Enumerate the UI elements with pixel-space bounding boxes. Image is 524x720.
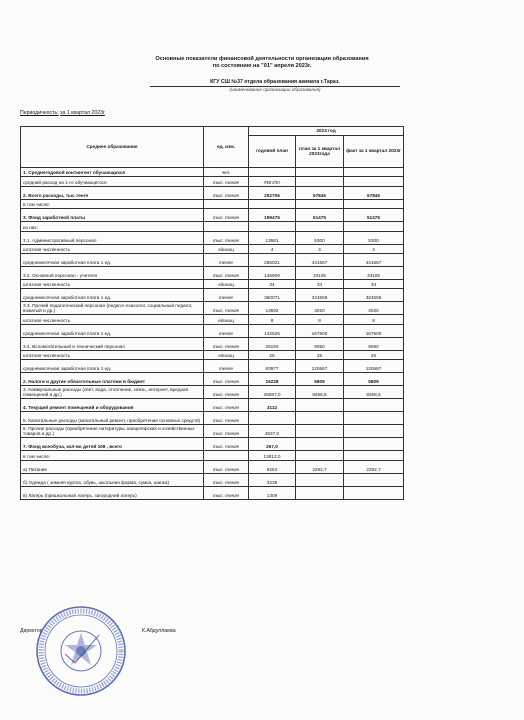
table-row	[21, 337, 404, 350]
table-row	[21, 266, 404, 279]
row-annual-plan: 25	[249, 350, 296, 359]
row-fact-q1: 5300	[344, 231, 404, 244]
row-annual-plan: 267,0	[249, 438, 296, 451]
row-fact-q1: 120667	[344, 360, 404, 373]
row-unit: тыс. тенге	[204, 266, 249, 279]
row-annual-plan	[249, 199, 296, 208]
row-plan-q1: 324559	[296, 289, 344, 302]
row-fact-q1	[344, 473, 404, 486]
row-name: в том числе:	[21, 451, 204, 460]
row-fact-q1	[344, 199, 404, 208]
row-fact-q1: 33105	[344, 266, 404, 279]
row-annual-plan: 360071	[249, 289, 296, 302]
row-annual-plan: 1309	[249, 486, 296, 499]
table-row	[21, 177, 404, 186]
row-name: среднемесячная заработная плата 1 ед.	[21, 253, 204, 266]
row-unit: единиц	[204, 279, 249, 288]
row-plan-q1: 8	[296, 315, 344, 324]
row-unit: тыс. тенге	[204, 399, 249, 412]
row-unit: тыс. тенге	[204, 337, 249, 350]
row-unit	[204, 222, 249, 231]
period-label: Периодичность:	[20, 110, 59, 116]
header-unit: ед. изм.	[204, 127, 249, 168]
row-fact-q1: 25	[344, 350, 404, 359]
row-plan-q1: 51475	[296, 209, 344, 222]
row-name: 3. Коммунальные расходы (свет, вода, отопление, связь, интернет, вредная помещений и др.)	[21, 386, 204, 399]
row-name: из них:	[21, 222, 204, 231]
row-annual-plan: 252706	[249, 186, 296, 199]
table-row	[21, 360, 404, 373]
row-unit	[204, 451, 249, 460]
table-row	[21, 199, 404, 208]
row-annual-plan: 83977	[249, 360, 296, 373]
row-annual-plan: 4537,0	[249, 425, 296, 438]
row-annual-plan: 8	[249, 315, 296, 324]
table-row	[21, 279, 404, 288]
row-annual-plan: 29087,0	[249, 386, 296, 399]
row-annual-plan: 4	[249, 244, 296, 253]
table-row	[21, 399, 404, 412]
row-name: 2. Налоги и другие обязательные платежи в бюджет	[21, 373, 204, 386]
table-row	[21, 451, 404, 460]
row-fact-q1: 67845	[344, 186, 404, 199]
row-unit: единиц	[204, 350, 249, 359]
row-plan-q1	[296, 168, 344, 177]
table-row	[21, 302, 404, 315]
row-name: 1. Среднегодовой контингент обучающихся	[21, 168, 204, 177]
row-unit	[204, 199, 249, 208]
row-name: штатная численность	[21, 279, 204, 288]
row-annual-plan: 25193	[249, 337, 296, 350]
row-name: 3.1. Административный персонал	[21, 231, 204, 244]
header-plan-q1: план за 1 квартал 2023года	[296, 136, 344, 168]
row-unit: тыс. тенге	[204, 209, 249, 222]
row-unit: тыс. тенге	[204, 438, 249, 451]
row-annual-plan	[249, 412, 296, 425]
row-plan-q1	[296, 177, 344, 186]
table-row	[21, 486, 404, 499]
row-plan-q1	[296, 412, 344, 425]
table-row	[21, 231, 404, 244]
header-year: 2023 год	[249, 127, 404, 136]
table-row	[21, 244, 404, 253]
row-unit: единиц	[204, 315, 249, 324]
row-name: а) Питание	[21, 460, 204, 473]
title-line-1: Основные показатели финансовой деятельности организации образования	[155, 56, 369, 62]
row-unit: тенге	[204, 289, 249, 302]
row-unit: тыс. тенге	[204, 386, 249, 399]
row-name: штатная численность	[21, 244, 204, 253]
row-fact-q1: 4020	[344, 302, 404, 315]
row-name: штатная численность	[21, 315, 204, 324]
row-fact-q1	[344, 486, 404, 499]
row-annual-plan: 9264	[249, 460, 296, 473]
row-plan-q1	[296, 222, 344, 231]
row-name: 2. Всего расходы, тыс.тенге	[21, 186, 204, 199]
row-unit: тыс. тенге	[204, 186, 249, 199]
table-row	[21, 168, 404, 177]
row-plan-q1: 34	[296, 279, 344, 288]
row-plan-q1	[296, 199, 344, 208]
table-row	[21, 412, 404, 425]
row-plan-q1: 167500	[296, 324, 344, 337]
row-annual-plan: 146909	[249, 266, 296, 279]
row-plan-q1: 4020	[296, 302, 344, 315]
row-unit: тенге	[204, 324, 249, 337]
row-plan-q1: 441667	[296, 253, 344, 266]
row-annual-plan: 3239	[249, 473, 296, 486]
row-annual-plan: 13812,0	[249, 451, 296, 460]
table-row	[21, 186, 404, 199]
row-name: среднемесячная заработная плата 1 ед.	[21, 289, 204, 302]
row-plan-q1: 4	[296, 244, 344, 253]
row-fact-q1	[344, 168, 404, 177]
row-name: штатная численность	[21, 350, 204, 359]
table-row	[21, 373, 404, 386]
signer-name: К.Абдуллаева	[142, 628, 176, 634]
table-row	[21, 473, 404, 486]
row-name: 5. Капитальные расходы (капитальный ремонт, приобретение основных средств)	[21, 412, 204, 425]
organization-name: КГУ СШ №37 отдела образования акимата г.Тараз.	[150, 79, 400, 87]
row-plan-q1: 25	[296, 350, 344, 359]
row-fact-q1	[344, 412, 404, 425]
row-fact-q1	[344, 425, 404, 438]
row-annual-plan: #DIV/0!	[249, 177, 296, 186]
row-annual-plan	[249, 168, 296, 177]
row-unit: тенге	[204, 253, 249, 266]
row-plan-q1: 8268,6	[296, 386, 344, 399]
row-annual-plan: 199475	[249, 209, 296, 222]
row-fact-q1: 2292,7	[344, 460, 404, 473]
row-plan-q1: 5300	[296, 231, 344, 244]
row-plan-q1: 33105	[296, 266, 344, 279]
row-fact-q1: 4	[344, 244, 404, 253]
row-unit: тыс. тенге	[204, 412, 249, 425]
row-fact-q1: 8268,6	[344, 386, 404, 399]
row-plan-q1: 9050	[296, 337, 344, 350]
row-plan-q1: 67845	[296, 186, 344, 199]
row-name: в) Лагерь (пришкольный лагерь, загородний лагерь)	[21, 486, 204, 499]
table-row	[21, 289, 404, 302]
row-unit: чел.	[204, 168, 249, 177]
table-row	[21, 438, 404, 451]
row-unit: тыс. тенге	[204, 231, 249, 244]
row-name: 3. Фонд заработной платы	[21, 209, 204, 222]
header-fact-q1: факт за 1 квартал 2023г	[344, 136, 404, 168]
table-row	[21, 222, 404, 231]
table-row	[21, 350, 404, 359]
period-line	[20, 110, 105, 116]
row-name: 3.3. Прочий педагогический персонал (педагог-психолог, социальный педагог, вожатый и др.)	[21, 302, 204, 315]
row-plan-q1: 120667	[296, 360, 344, 373]
period-value: за 1 квартал 2023г	[60, 110, 105, 116]
row-plan-q1	[296, 399, 344, 412]
table-row	[21, 386, 404, 399]
table-row	[21, 315, 404, 324]
row-plan-q1	[296, 438, 344, 451]
row-fact-q1	[344, 399, 404, 412]
row-plan-q1	[296, 473, 344, 486]
row-fact-q1	[344, 177, 404, 186]
table-row	[21, 460, 404, 473]
organization-caption: (наименование организации образования)	[229, 87, 321, 92]
row-annual-plan: 285021	[249, 253, 296, 266]
table-row	[21, 425, 404, 438]
row-unit: тенге	[204, 360, 249, 373]
row-name: 6. Прочие расходы (приобретение литературы, канцелярских и хозяйственных товаров и др.)	[21, 425, 204, 438]
row-fact-q1: 8	[344, 315, 404, 324]
row-fact-q1: 5809	[344, 373, 404, 386]
row-fact-q1	[344, 222, 404, 231]
row-fact-q1: 441667	[344, 253, 404, 266]
row-annual-plan: 16228	[249, 373, 296, 386]
row-name: 7. Фонд всеобуча, кол-во детей 108 , всего	[21, 438, 204, 451]
table-row	[21, 253, 404, 266]
row-unit: тыс. тенге	[204, 460, 249, 473]
row-name: среднемесячная заработная плата 1 ед.	[21, 324, 204, 337]
row-plan-q1: 5809	[296, 373, 344, 386]
row-name: средний расход на 1-го обучающегося	[21, 177, 204, 186]
row-name: 3.4. Вспомогательный и технический персонал	[21, 337, 204, 350]
row-annual-plan	[249, 222, 296, 231]
row-unit: тыс. тенге	[204, 177, 249, 186]
row-annual-plan: 13692	[249, 302, 296, 315]
row-fact-q1: 167500	[344, 324, 404, 337]
table-row	[21, 324, 404, 337]
table-row	[21, 209, 404, 222]
signer-position: Директор	[20, 628, 43, 634]
row-name: в том числе:	[21, 199, 204, 208]
row-name: 4. Текущий ремонт помещений и оборудования	[21, 399, 204, 412]
row-unit: тыс. тенге	[204, 373, 249, 386]
header-annual: годовой план	[249, 136, 296, 168]
row-unit: тыс. тенге	[204, 473, 249, 486]
header-name: Среднее образование	[21, 127, 204, 168]
row-fact-q1	[344, 451, 404, 460]
row-plan-q1: 2292,7	[296, 460, 344, 473]
row-plan-q1	[296, 425, 344, 438]
financial-indicators-table	[20, 126, 404, 500]
row-name: 3.2. Основной персонал - учителя	[21, 266, 204, 279]
row-unit: тыс. тенге	[204, 486, 249, 499]
title-line-2: по состоянию на "01" апреля 2023г.	[212, 63, 312, 69]
row-unit: тыс. тенге	[204, 425, 249, 438]
row-fact-q1: 9050	[344, 337, 404, 350]
row-fact-q1: 324559	[344, 289, 404, 302]
row-unit: единиц	[204, 244, 249, 253]
row-unit: тыс. тенге	[204, 302, 249, 315]
row-name: среднемесячная заработная плата 1 ед.	[21, 360, 204, 373]
table-body	[21, 168, 404, 500]
row-annual-plan: 142625	[249, 324, 296, 337]
row-annual-plan: 34	[249, 279, 296, 288]
row-annual-plan: 3112	[249, 399, 296, 412]
official-seal-icon	[35, 605, 127, 697]
row-fact-q1: 51475	[344, 209, 404, 222]
row-plan-q1	[296, 451, 344, 460]
row-fact-q1	[344, 438, 404, 451]
row-name: б) Одежда ( зимняя куртка, обувь, школьная форма, сумка, шапка)	[21, 473, 204, 486]
row-plan-q1	[296, 486, 344, 499]
row-fact-q1: 34	[344, 279, 404, 288]
row-annual-plan: 13681	[249, 231, 296, 244]
